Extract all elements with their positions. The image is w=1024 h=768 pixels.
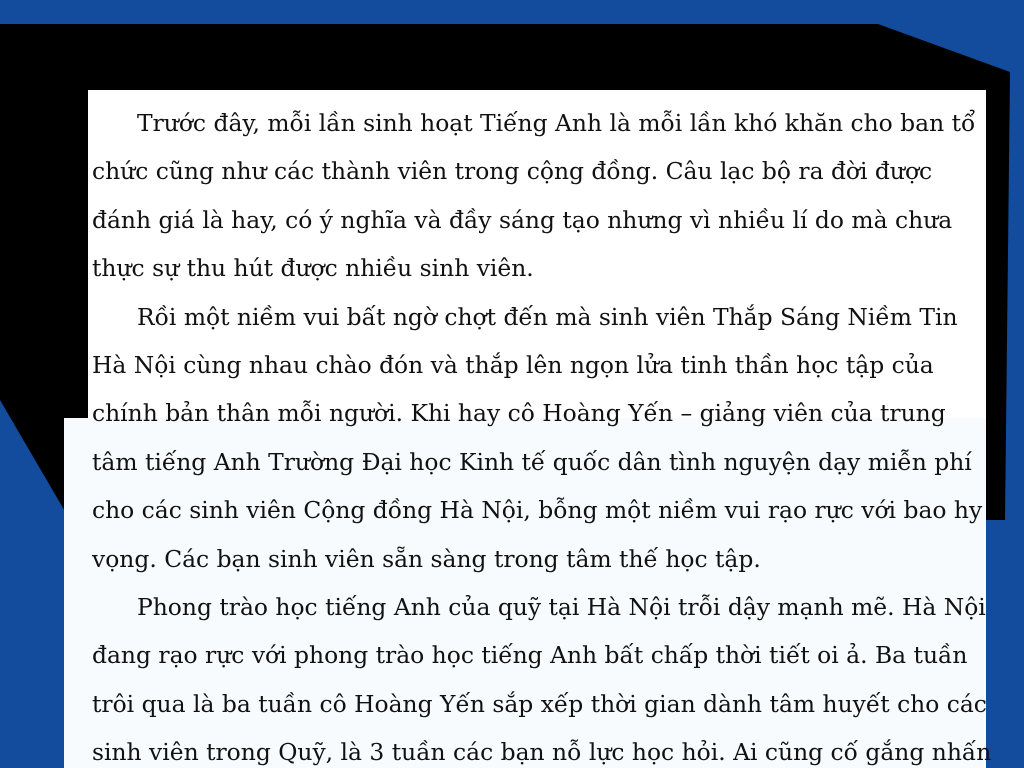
paragraph-2-line-4: tâm tiếng Anh Trường Đại học Kinh tế quốc dân tình nguyện dạy miễn phí [92,447,972,476]
paragraph-1-line-3: đánh giá là hay, có ý nghĩa và đầy sáng tạo nhưng vì nhiều lí do mà chưa [92,205,953,234]
paragraph-1-line-2: chức cũng như các thành viên trong cộng đồng. Câu lạc bộ ra đời được [92,157,933,186]
paragraph-3-line-1: Phong trào học tiếng Anh của quỹ tại Hà Nội trỗi dậy mạnh mẽ. Hà Nội [137,592,986,621]
paragraph-2-line-3: chính bản thân mỗi người. Khi hay cô Hoàng Yến – giảng viên của trung [92,399,946,428]
paragraph-2-line-2: Hà Nội cùng nhau chào đón và thắp lên ngọn lửa tinh thần học tập của [92,350,934,379]
paragraph-1-line-1: Trước đây, mỗi lần sinh hoạt Tiếng Anh là mỗi lần khó khăn cho ban tổ [137,109,976,137]
paragraph-3-line-3: trôi qua là ba tuần cô Hoàng Yến sắp xếp thời gian dành tâm huyết cho các [92,689,987,718]
paragraph-1-line-4: thực sự thu hút được nhiều sinh viên. [92,254,534,283]
paragraph-2-line-5: cho các sinh viên Cộng đồng Hà Nội, bỗng một niềm vui rạo rực với bao hy [92,496,983,525]
paragraph-3-line-4: sinh viên trong Quỹ, là 3 tuần các bạn nỗ lực học hỏi. Ai cũng cố gắng nhấn [92,738,992,767]
paragraph-2-line-1: Rồi một niềm vui bất ngờ chợt đến mà sinh viên Thắp Sáng Niềm Tin [137,302,958,331]
document-body [92,99,992,768]
paragraph-3-line-2: đang rạo rực với phong trào học tiếng Anh bất chấp thời tiết oi ả. Ba tuần [92,641,968,670]
paragraph-2-line-6: vọng. Các bạn sinh viên sẵn sàng trong tâm thế học tập. [92,544,761,573]
